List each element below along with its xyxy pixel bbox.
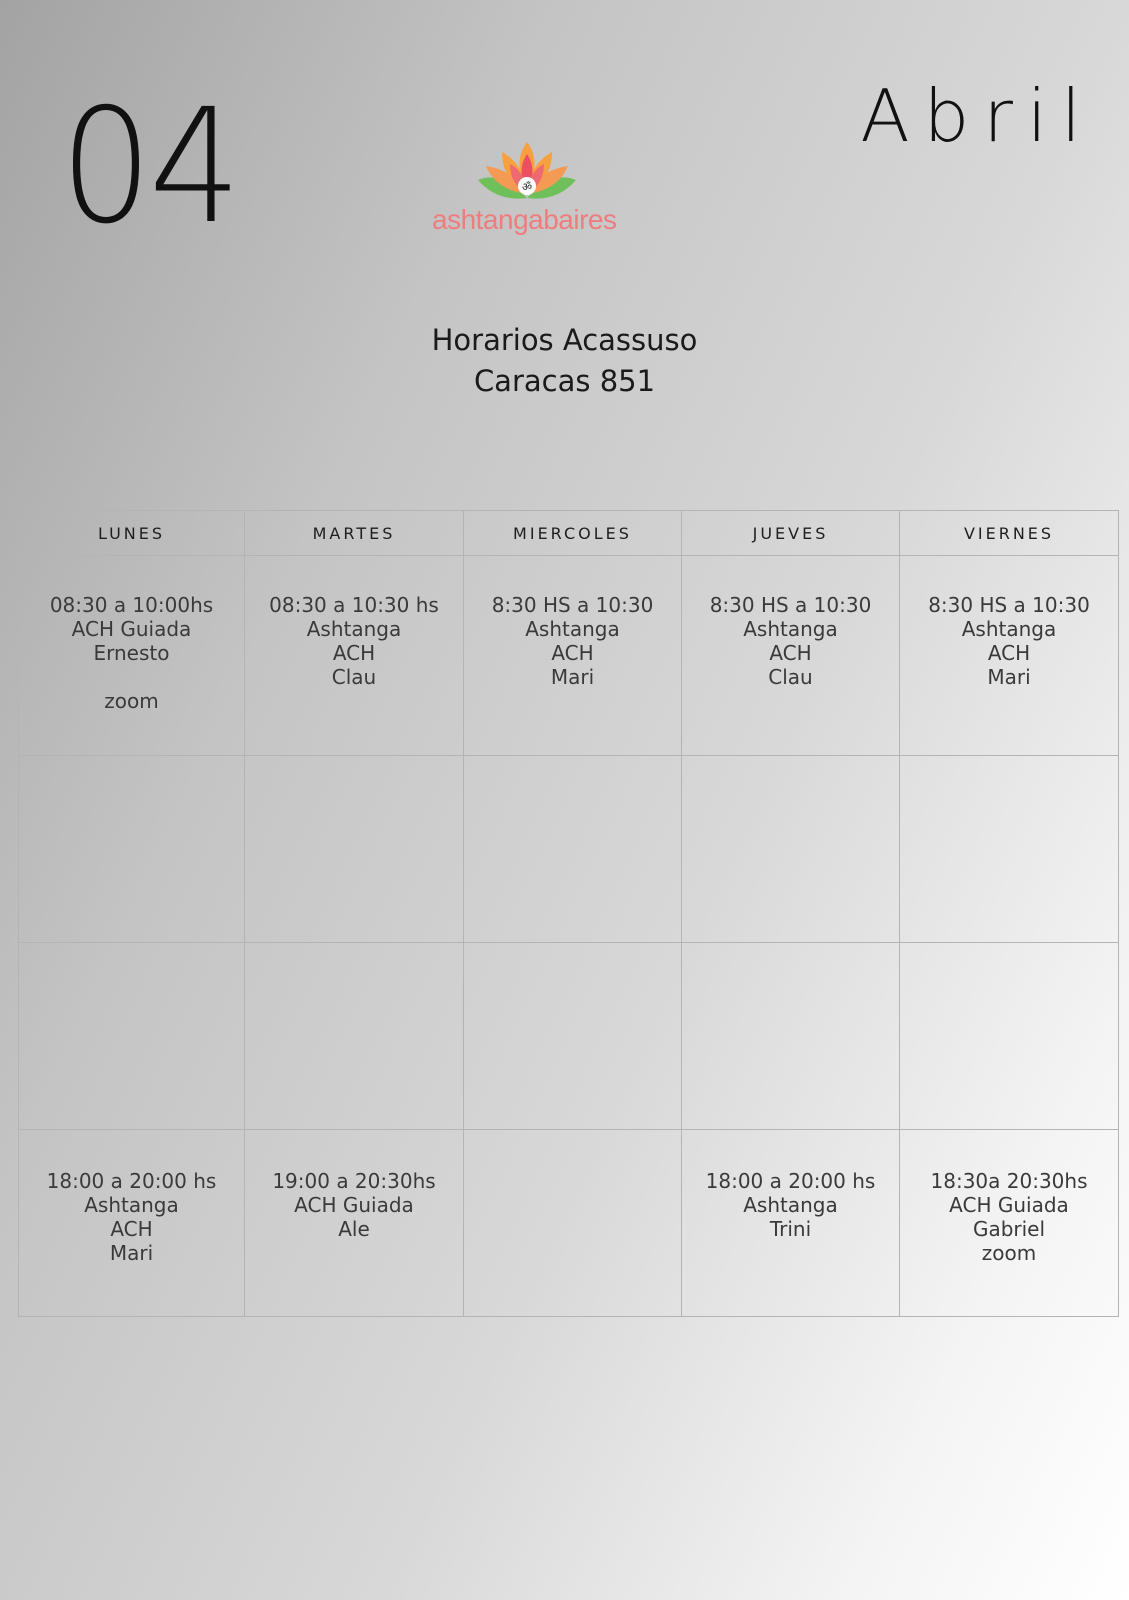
schedule-cell bbox=[464, 1130, 682, 1317]
schedule-cell bbox=[682, 556, 900, 756]
class-info bbox=[682, 756, 899, 793]
schedule-cell bbox=[464, 943, 682, 1130]
class-info: 8:30 HS a 10:30 Ashtanga ACH Mari bbox=[491, 593, 654, 689]
schedule-cell bbox=[245, 943, 464, 1130]
schedule-cell bbox=[464, 756, 682, 943]
schedule-cell bbox=[245, 756, 464, 943]
class-info: 18:30a 20:30hs ACH Guiada Gabriel zoom bbox=[930, 1169, 1088, 1265]
class-info bbox=[464, 756, 681, 793]
class-info bbox=[19, 943, 244, 980]
schedule-cell bbox=[245, 1130, 464, 1317]
schedule-cell bbox=[19, 943, 245, 1130]
table-row bbox=[19, 556, 1119, 756]
schedule-cell bbox=[682, 1130, 900, 1317]
schedule-table bbox=[18, 510, 1119, 1317]
class-info: 19:00 a 20:30hs ACH Guiada Ale bbox=[272, 1169, 436, 1241]
class-info bbox=[245, 943, 463, 980]
table-header-row bbox=[19, 511, 1119, 556]
logo-text: ashtangabaires bbox=[432, 204, 617, 235]
schedule-cell bbox=[682, 756, 900, 943]
class-info bbox=[464, 943, 681, 980]
schedule-cell bbox=[900, 943, 1119, 1130]
month-number: 04 bbox=[60, 75, 238, 259]
page-subtitle-address: Caracas 851 bbox=[473, 364, 656, 398]
schedule-cell bbox=[19, 756, 245, 943]
page-title: Horarios Acassuso bbox=[431, 323, 698, 357]
class-info: 08:30 a 10:30 hs Ashtanga ACH Clau bbox=[269, 593, 439, 689]
schedule-cell bbox=[900, 556, 1119, 756]
day-header-miercoles: MIERCOLES bbox=[464, 511, 682, 556]
class-info: 18:00 a 20:00 hs Ashtanga Trini bbox=[705, 1169, 876, 1241]
class-info bbox=[682, 943, 899, 980]
day-header-jueves: JUEVES bbox=[682, 511, 900, 556]
class-info: 08:30 a 10:00hs ACH Guiada Ernesto zoom bbox=[49, 593, 214, 713]
schedule-cell bbox=[900, 756, 1119, 943]
schedule-cell bbox=[464, 556, 682, 756]
lotus-icon bbox=[472, 140, 582, 206]
schedule-cell bbox=[900, 1130, 1119, 1317]
class-info: 8:30 HS a 10:30 Ashtanga ACH Mari bbox=[928, 593, 1090, 689]
class-info bbox=[900, 756, 1118, 793]
class-info bbox=[19, 756, 244, 793]
day-header-martes: MARTES bbox=[245, 511, 464, 556]
class-info bbox=[464, 1130, 681, 1169]
class-info bbox=[245, 756, 463, 793]
class-info: 8:30 HS a 10:30 Ashtanga ACH Clau bbox=[709, 593, 872, 689]
brand-logo bbox=[432, 140, 632, 250]
day-header-viernes: VIERNES bbox=[900, 511, 1119, 556]
schedule-cell bbox=[682, 943, 900, 1130]
day-header-lunes: LUNES bbox=[19, 511, 245, 556]
table-row bbox=[19, 1130, 1119, 1317]
svg-text:ॐ: ॐ bbox=[521, 180, 533, 194]
month-name: Abril bbox=[860, 74, 1095, 158]
class-info: 18:00 a 20:00 hs Ashtanga ACH Mari bbox=[46, 1169, 217, 1265]
schedule-cell bbox=[19, 1130, 245, 1317]
table-row bbox=[19, 943, 1119, 1130]
schedule-cell bbox=[245, 556, 464, 756]
table-row bbox=[19, 756, 1119, 943]
schedule-cell bbox=[19, 556, 245, 756]
class-info bbox=[900, 943, 1118, 980]
